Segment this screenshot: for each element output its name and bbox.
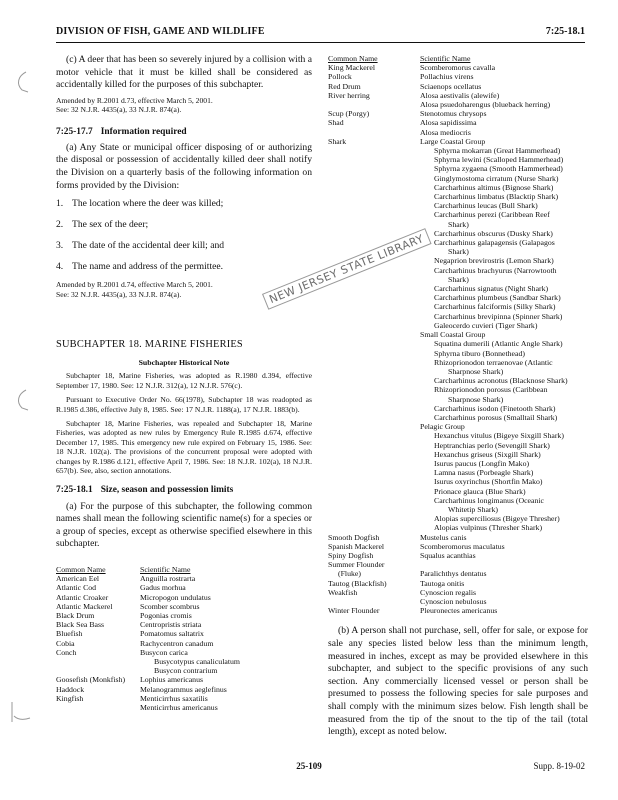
shark-species-line: Carcharhinus porosus (Smalltail Shark)	[434, 412, 558, 422]
common-name: Weakfish	[328, 587, 358, 597]
shark-species-line: Negaprion brevirostris (Lemon Shark)	[434, 256, 554, 266]
scientific-name-line: Pogonias cromis	[140, 611, 192, 621]
margin-mark	[8, 70, 32, 94]
common-name: Shark	[328, 136, 347, 146]
shark-species-line: Sphyrna zygaena (Smooth Hammerhead)	[434, 164, 563, 174]
scientific-name-line: Cynoscion regalis	[420, 587, 477, 597]
paragraph-c: (c) A deer that has been so severely injured by a collision with a motor vehicle that it must be killed shall be considered as accidentally killed for the purposes of this subchapter.	[56, 54, 312, 91]
common-name: Goosefish (Monkfish)	[56, 675, 126, 685]
margin-mark	[8, 388, 32, 412]
scientific-name	[420, 118, 588, 136]
scientific-name-line: Tautoga onitis	[420, 578, 465, 588]
running-header	[56, 26, 585, 43]
shark-species-line: Isurus paucus (Longfin Mako)	[434, 458, 530, 468]
shark-species-line: Carcharhinus perezi (Caribbean Reef	[434, 210, 550, 220]
shark-species-list	[420, 137, 588, 533]
list-item	[56, 219, 312, 231]
column-header-scientific: Scientific Name	[420, 54, 471, 63]
section-heading-18-1	[56, 485, 312, 496]
scientific-name	[420, 560, 588, 569]
column-header-common: Common Name	[56, 565, 106, 575]
common-name: Spiny Dogfish	[328, 550, 374, 560]
common-name: Scup (Porgy)	[328, 109, 370, 119]
scientific-name-line: Pollachius virens	[420, 72, 474, 82]
common-name: Shad	[328, 118, 344, 128]
scientific-name	[140, 593, 312, 602]
scientific-name	[140, 629, 312, 638]
scientific-name	[140, 611, 312, 620]
shark-species-line: Carcharhinus brevipinna (Spinner Shark)	[434, 311, 563, 321]
shark-species-line: Prionace glauca (Blue Shark)	[434, 486, 526, 496]
item-text: The date of the accidental deer kill; and	[72, 240, 225, 252]
scientific-name-line: Alosa psuedoharengus (blueback herring)	[420, 100, 551, 110]
common-name: Black Drum	[56, 611, 95, 621]
item-text: The name and address of the permittee.	[72, 261, 224, 273]
shark-species-line: Carcharhinus limbatus (Blacktip Shark)	[434, 192, 559, 202]
common-name: Atlantic Mackerel	[56, 601, 113, 611]
section-title: Information required	[100, 126, 187, 137]
supplement-date: Supp. 8-19-02	[533, 761, 585, 771]
shark-species-line: Hexanchus griseus (Sixgill Shark)	[434, 449, 541, 459]
shark-species-line: Sharpnose Shark)	[448, 366, 504, 376]
scientific-name-line: Cynoscion nebulosus	[420, 596, 487, 606]
scientific-name	[420, 606, 588, 615]
subchapter-title: SUBCHAPTER 18. MARINE FISHERIES	[56, 338, 243, 350]
shark-species-line: Shark)	[448, 219, 469, 229]
scientific-name	[140, 602, 312, 611]
scientific-name	[420, 579, 588, 588]
scientific-name	[420, 569, 588, 578]
historical-note-heading: Subchapter Historical Note	[138, 358, 230, 368]
historical-note: Subchapter 18, Marine Fisheries, was repealed and Subchapter 18, Marine Fisheries, was adopted as new rules by Emergency Rule R.1985 d.674, effective December 17, 1985. This emergency new rule expired on February 15, 1986. See: 18 N.J.R. 102(a). The provisions of the concurrent proposal were adopted with changes by R.1986 d.121, effective April 7, 1986. See: 18 N.J.R. 102(a), 18 N.J.R. 657(b). See, also, section annotations.	[56, 419, 312, 476]
common-name: Atlantic Cod	[56, 583, 97, 593]
shark-species-line: Sharpnose Shark)	[448, 394, 504, 404]
shark-species-line: Sphyrna lewini (Scalloped Hammerhead)	[434, 155, 564, 165]
common-name: Bluefish	[56, 629, 83, 639]
amendment-note	[56, 96, 312, 115]
shark-species-line: Carcharhinus altimus (Bignose Shark)	[434, 182, 554, 192]
left-column	[56, 54, 312, 712]
list-item	[56, 240, 312, 252]
common-name: Winter Flounder	[328, 606, 380, 616]
paragraph-a-18-1: (a) For the purpose of this subchapter, the following common names shall mean the following scientific name(s) for a species or a group of species, except as otherwise specified elsewhere in this subchapter.	[56, 500, 312, 550]
scientific-name	[420, 72, 588, 81]
shark-species-line: Sphyrna tiburo (Bonnethead)	[434, 348, 525, 358]
shark-species-line: Rhizoprionodon terraenovae (Atlantic	[434, 357, 553, 367]
shark-species-line: Carcharhinus acronotus (Blacknose Shark)	[434, 376, 568, 386]
common-name: Spanish Mackerel	[328, 541, 385, 551]
scientific-name-line: Paralichthys dentatus	[420, 569, 487, 579]
common-name: King Mackerel	[328, 63, 375, 73]
scientific-name-line: Gadus morhua	[140, 583, 186, 593]
scientific-name	[140, 675, 312, 684]
amendment-line: Amended by R.2001 d.73, effective March 5, 2001.	[56, 95, 213, 105]
scientific-name-line: Menticirrhus americanus	[140, 703, 218, 713]
common-name: Kingfish	[56, 693, 84, 703]
common-name: Tautog (Blackfish)	[328, 578, 387, 588]
scientific-name	[140, 639, 312, 648]
scientific-name-line: Menticirrhus saxatilis	[140, 693, 208, 703]
scientific-name-line: Alosa aestivalis (alewife)	[420, 90, 500, 100]
common-name: Cobia	[56, 638, 75, 648]
margin-mark	[8, 700, 32, 724]
scientific-name-line: Stenotomus chrysops	[420, 109, 487, 119]
item-number: 2.	[56, 219, 64, 231]
paragraph-b: (b) A person shall not purchase, sell, offer for sale, or expose for sale any species listed below less than the minimum length, measured in inches, except as may be provided elsewhere in this subchapter, and subject to the specific provisions of any such section. Any commercially licensed vessel or person shall be presumed to possess the following species for sale purposes and shall comply with the minimum sizes below. Fish length shall be measured from the tip of the snout to the tip of the tail (total length), except as noted below.	[328, 625, 588, 738]
scientific-name-line: Squalus acanthias	[420, 550, 476, 560]
scientific-name	[140, 574, 312, 583]
shark-species-line: Hexanchus vitulus (Bigeye Sixgill Shark)	[434, 431, 564, 441]
common-name: Haddock	[56, 684, 85, 694]
common-name: Smooth Dogfish	[328, 532, 380, 542]
scientific-name-line: Busycon contrarium	[154, 666, 218, 676]
common-name: Black Sea Bass	[56, 620, 105, 630]
shark-species-line: Carcharhinus brachyurus (Narrowtooth	[434, 265, 557, 275]
common-name: Red Drum	[328, 81, 361, 91]
scientific-name-line: Mustelus canis	[420, 532, 467, 542]
common-name: Pollock	[328, 72, 352, 82]
header-division: DIVISION OF FISH, GAME AND WILDLIFE	[56, 26, 265, 37]
scientific-name-line: Busycon carica	[140, 647, 188, 657]
right-column	[328, 54, 588, 739]
common-name: Summer Flounder	[328, 560, 385, 570]
scientific-name	[140, 620, 312, 629]
see-line: See: 32 N.J.R. 4435(a), 33 N.J.R. 874(a).	[56, 289, 182, 299]
shark-species-line: Alopias vulpinus (Thresher Shark)	[434, 523, 543, 533]
scientific-name	[420, 91, 588, 109]
shark-species-line: Heptranchias perlo (Sevengill Shark)	[434, 440, 550, 450]
item-text: The sex of the deer;	[72, 219, 149, 231]
item-number: 1.	[56, 198, 64, 210]
shark-species-line: Carcharhinus plumbeus (Sandbar Shark)	[434, 293, 561, 303]
scientific-name-line: Centropristis striata	[140, 620, 202, 630]
shark-species-line: Shark)	[448, 247, 469, 257]
see-line: See: 32 N.J.R. 4435(a), 33 N.J.R. 874(a).	[56, 105, 182, 115]
common-name: American Eel	[56, 574, 100, 584]
item-text: The location where the deer was killed;	[72, 198, 224, 210]
historical-note: Pursuant to Executive Order No. 66(1978), Subchapter 18 was readopted as R.1985 d.386, effective July 8, 1985. See: 17 N.J.R. 1188(a), 17 N.J.R. 1883(b).	[56, 395, 312, 414]
shark-species-line: Squatina dumerili (Atlantic Angle Shark)	[434, 339, 563, 349]
shark-species-line: Rhizoprionodon porosus (Caribbean	[434, 385, 548, 395]
scientific-name	[420, 551, 588, 560]
shark-species-line: Carcharhinus obscurus (Dusky Shark)	[434, 228, 553, 238]
shark-species-line: Sphyrna mokarran (Great Hammerhead)	[434, 146, 561, 156]
shark-species-line: Carcharhinus falciformis (Silky Shark)	[434, 302, 556, 312]
shark-species-line: Alopias superciliosus (Bigeye Thresher)	[434, 514, 560, 524]
section-number: 7:25-18.1	[56, 485, 93, 496]
header-section: 7:25-18.1	[545, 26, 585, 37]
shark-species-line: Large Coastal Group	[420, 136, 486, 146]
item-number: 4.	[56, 261, 64, 273]
scientific-name-line: Scomberomorus maculatus	[420, 541, 505, 551]
section-title: Size, season and possession limits	[100, 485, 234, 496]
shark-species-line: Whitetip Shark)	[448, 504, 499, 514]
scientific-name	[420, 588, 588, 606]
shark-species-line: Lamna nasus (Porbeagle Shark)	[434, 468, 534, 478]
scientific-name	[140, 685, 312, 694]
scientific-name-line: Anguilla rostrarta	[140, 574, 196, 584]
page-number: 25-109	[296, 761, 322, 771]
scientific-name-line: Scomberomorus cavalla	[420, 63, 496, 73]
column-header-common: Common Name	[328, 54, 378, 63]
scientific-name-line: Pleuronectes americanus	[420, 606, 498, 616]
species-table-left	[56, 565, 312, 712]
list-item	[56, 198, 312, 210]
scientific-name	[420, 82, 588, 91]
scientific-name	[420, 542, 588, 551]
shark-species-line: Galeocerdo cuvieri (Tiger Shark)	[434, 320, 538, 330]
species-table-right	[328, 54, 588, 615]
scientific-name	[140, 694, 312, 712]
common-name: Conch	[56, 647, 77, 657]
item-number: 3.	[56, 240, 64, 252]
scientific-name-line: Micropogon undulatus	[140, 592, 211, 602]
shark-species-line: Ginglymostoma cirratum (Nurse Shark)	[434, 173, 559, 183]
scientific-name	[140, 583, 312, 592]
scientific-name-line: Scomber scombrus	[140, 601, 200, 611]
scientific-name-line: Rachycentron canadum	[140, 638, 214, 648]
historical-note: Subchapter 18, Marine Fisheries, was adopted as R.1980 d.394, effective September 17, 1980. See: 12 N.J.R. 312(a), 12 N.J.R. 576(c).	[56, 371, 312, 390]
scientific-name-line: Sciaenops ocellatus	[420, 81, 482, 91]
info-list	[56, 198, 312, 273]
shark-species-line: Small Coastal Group	[420, 330, 486, 340]
library-stamp: NEW JERSEY STATE LIBRARY	[262, 228, 431, 310]
scientific-name	[420, 109, 588, 118]
shark-species-line: Carcharhinus isodon (Finetooth Shark)	[434, 403, 556, 413]
scientific-name	[420, 63, 588, 72]
paragraph-a-17-7: (a) Any State or municipal officer disposing of or authorizing the disposal or possession of accidentally killed deer shall notify the Division on a quarterly basis of the following information on forms provided by the Division:	[56, 141, 312, 191]
section-heading-17-7	[56, 127, 312, 138]
scientific-name-line: Busycotypus canaliculatum	[154, 657, 240, 667]
scientific-name-line: Alosa sapidissima	[420, 118, 477, 128]
common-name: River herring	[328, 90, 370, 100]
scientific-name-line: Melanogrammus aeglefinus	[140, 684, 227, 694]
common-name: (Fluke)	[338, 569, 361, 579]
section-number: 7:25-17.7	[56, 126, 93, 137]
shark-species-line: Carcharhinus galapagensis (Galapagos	[434, 238, 555, 248]
scientific-name-line: Lophius americanus	[140, 675, 204, 685]
scientific-name-line: Pomatomus saltatrix	[140, 629, 204, 639]
shark-species-line: Carcharhinus leucas (Bull Shark)	[434, 201, 538, 211]
list-item	[56, 261, 312, 273]
shark-species-line: Pelagic Group	[420, 422, 465, 432]
amendment-line: Amended by R.2001 d.74, effective March 5, 2001.	[56, 280, 213, 290]
scientific-name	[140, 648, 312, 676]
shark-species-line: Isurus oxyrinchus (Shortfin Mako)	[434, 477, 543, 487]
shark-species-line: Carcharhinus longimanus (Oceanic	[434, 495, 544, 505]
common-name: Atlantic Croaker	[56, 592, 109, 602]
shark-species-line: Carcharhinus signatus (Night Shark)	[434, 284, 549, 294]
scientific-name	[420, 533, 588, 542]
scientific-name-line: Alosa mediocris	[420, 127, 471, 137]
column-header-scientific: Scientific Name	[140, 565, 191, 575]
shark-species-line: Shark)	[448, 274, 469, 284]
